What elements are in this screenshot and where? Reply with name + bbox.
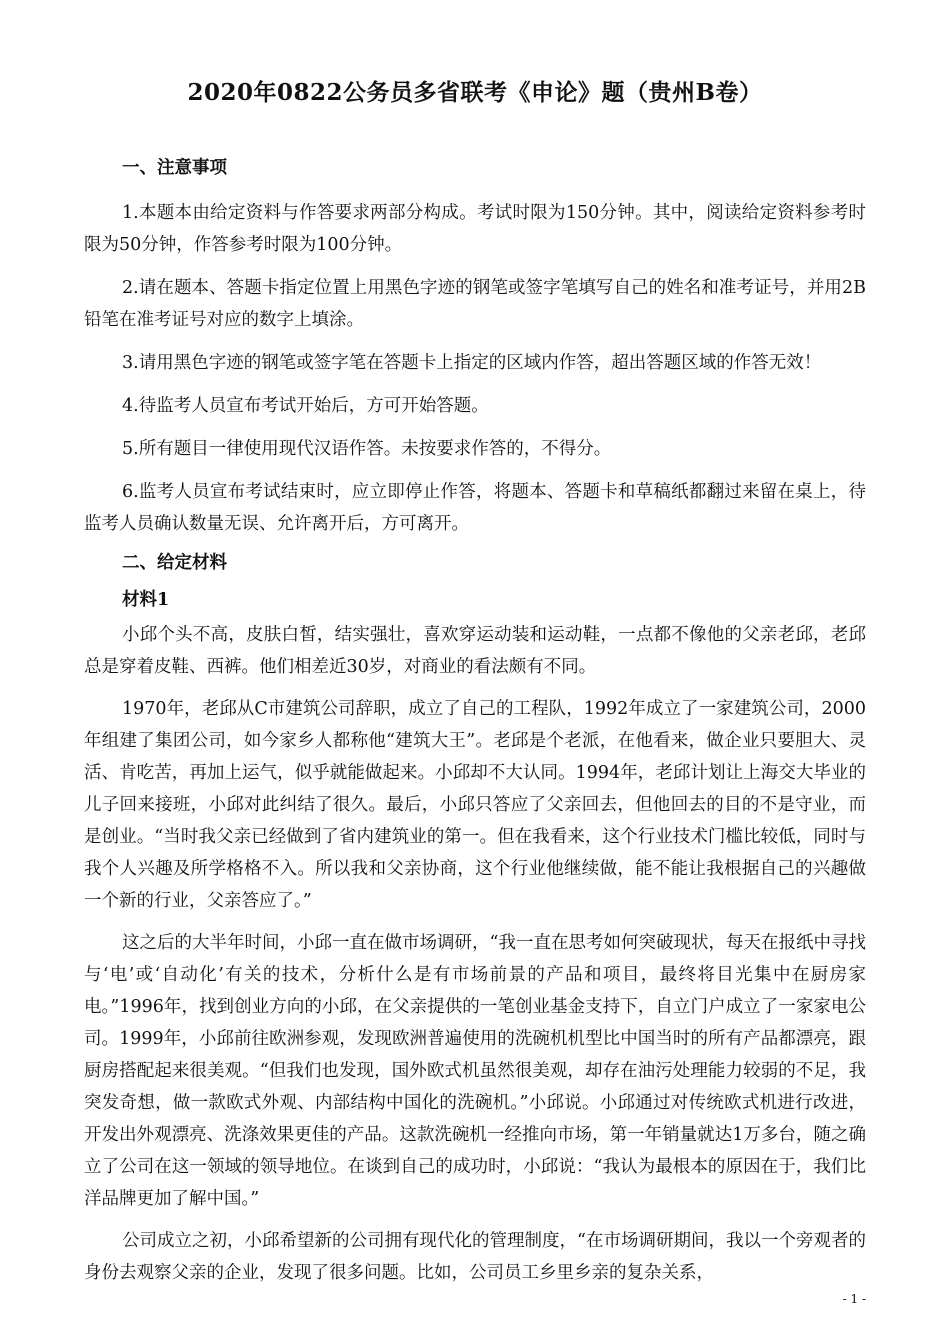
note-item: 1.本题本由给定资料与作答要求两部分构成。考试时限为150分钟。其中，阅读给定资料参考时限为50分钟，作答参考时限为100分钟。 <box>84 203 866 255</box>
document-title: 2020年0822公务员多省联考《申论》题（贵州B卷） <box>187 79 763 106</box>
material-paragraph: 小邱个头不高，皮肤白皙，结实强壮，喜欢穿运动装和运动鞋，一点都不像他的父亲老邱，老邱总是穿着皮鞋、西裤。他们相差近30岁，对商业的看法颇有不同。 <box>84 625 866 677</box>
note-item: 5.所有题目一律使用现代汉语作答。未按要求作答的，不得分。 <box>122 439 612 459</box>
section-heading-materials: 二、给定材料 <box>122 553 227 573</box>
note-item: 2.请在题本、答题卡指定位置上用黑色字迹的钢笔或签字笔填写自己的姓名和准考证号，并用2B铅笔在准考证号对应的数字上填涂。 <box>84 278 866 330</box>
section-heading-notes: 一、注意事项 <box>122 158 227 178</box>
document-body <box>84 156 866 1299</box>
material-heading: 材料1 <box>122 590 170 610</box>
material-paragraph: 1970年，老邱从C市建筑公司辞职，成立了自己的工程队，1992年成立了一家建筑公司，2000年组建了集团公司，如今家乡人都称他“建筑大王”。老邱是个老派，在他看来，做企业只要胆大、灵活、肯吃苦，再加上运气，似乎就能做起来。小邱却不大认同。1994年，老邱计划让上海交大毕业的儿子回来接班，小邱对此纠结了很久。最后，小邱只答应了父亲回去，但他回去的目的不是守业，而是创业。“当时我父亲已经做到了省内建筑业的第一。但在我看来，这个行业技术门槛比较低，同时与我个人兴趣及所学格格不入。所以我和父亲协商，这个行业他继续做，能不能让我根据自己的兴趣做一个新的行业，父亲答应了。” <box>84 699 866 911</box>
note-item: 6.监考人员宣布考试结束时，应立即停止作答，将题本、答题卡和草稿纸都翻过来留在桌上，待监考人员确认数量无误、允许离开后，方可离开。 <box>84 482 866 534</box>
material-paragraph: 这之后的大半年时间，小邱一直在做市场调研，“我一直在思考如何突破现状，每天在报纸中寻找与‘电’或‘自动化’有关的技术，分析什么是有市场前景的产品和项目，最终将目光集中在厨房家电。”1996年，找到创业方向的小邱，在父亲提供的一笔创业基金支持下，自立门户成立了一家家电公司。1999年，小邱前往欧洲参观，发现欧洲普遍使用的洗碗机机型比中国当时的所有产品都漂亮，跟厨房搭配起来很美观。“但我们也发现，国外欧式机虽然很美观，却存在油污处理能力较弱的不足，我突发奇想，做一款欧式外观、内部结构中国化的洗碗机。”小邱说。小邱通过对传统欧式机进行改进，开发出外观漂亮、洗涤效果更佳的产品。这款洗碗机一经推向市场，第一年销量就达1万多台，随之确立了公司在这一领域的领导地位。在谈到自己的成功时，小邱说：“我认为最根本的原因在于，我们比洋品牌更加了解中国。” <box>84 933 866 1209</box>
material-paragraph: 公司成立之初，小邱希望新的公司拥有现代化的管理制度，“在市场调研期间，我以一个旁观者的身份去观察父亲的企业，发现了很多问题。比如，公司员工乡里乡亲的复杂关系， <box>84 1231 866 1283</box>
note-item: 3.请用黑色字迹的钢笔或签字笔在答题卡上指定的区域内作答，超出答题区域的作答无效！ <box>122 353 822 373</box>
note-item: 4.待监考人员宣布考试开始后，方可开始答题。 <box>122 396 489 416</box>
page-number: - 1 - <box>842 1292 866 1306</box>
